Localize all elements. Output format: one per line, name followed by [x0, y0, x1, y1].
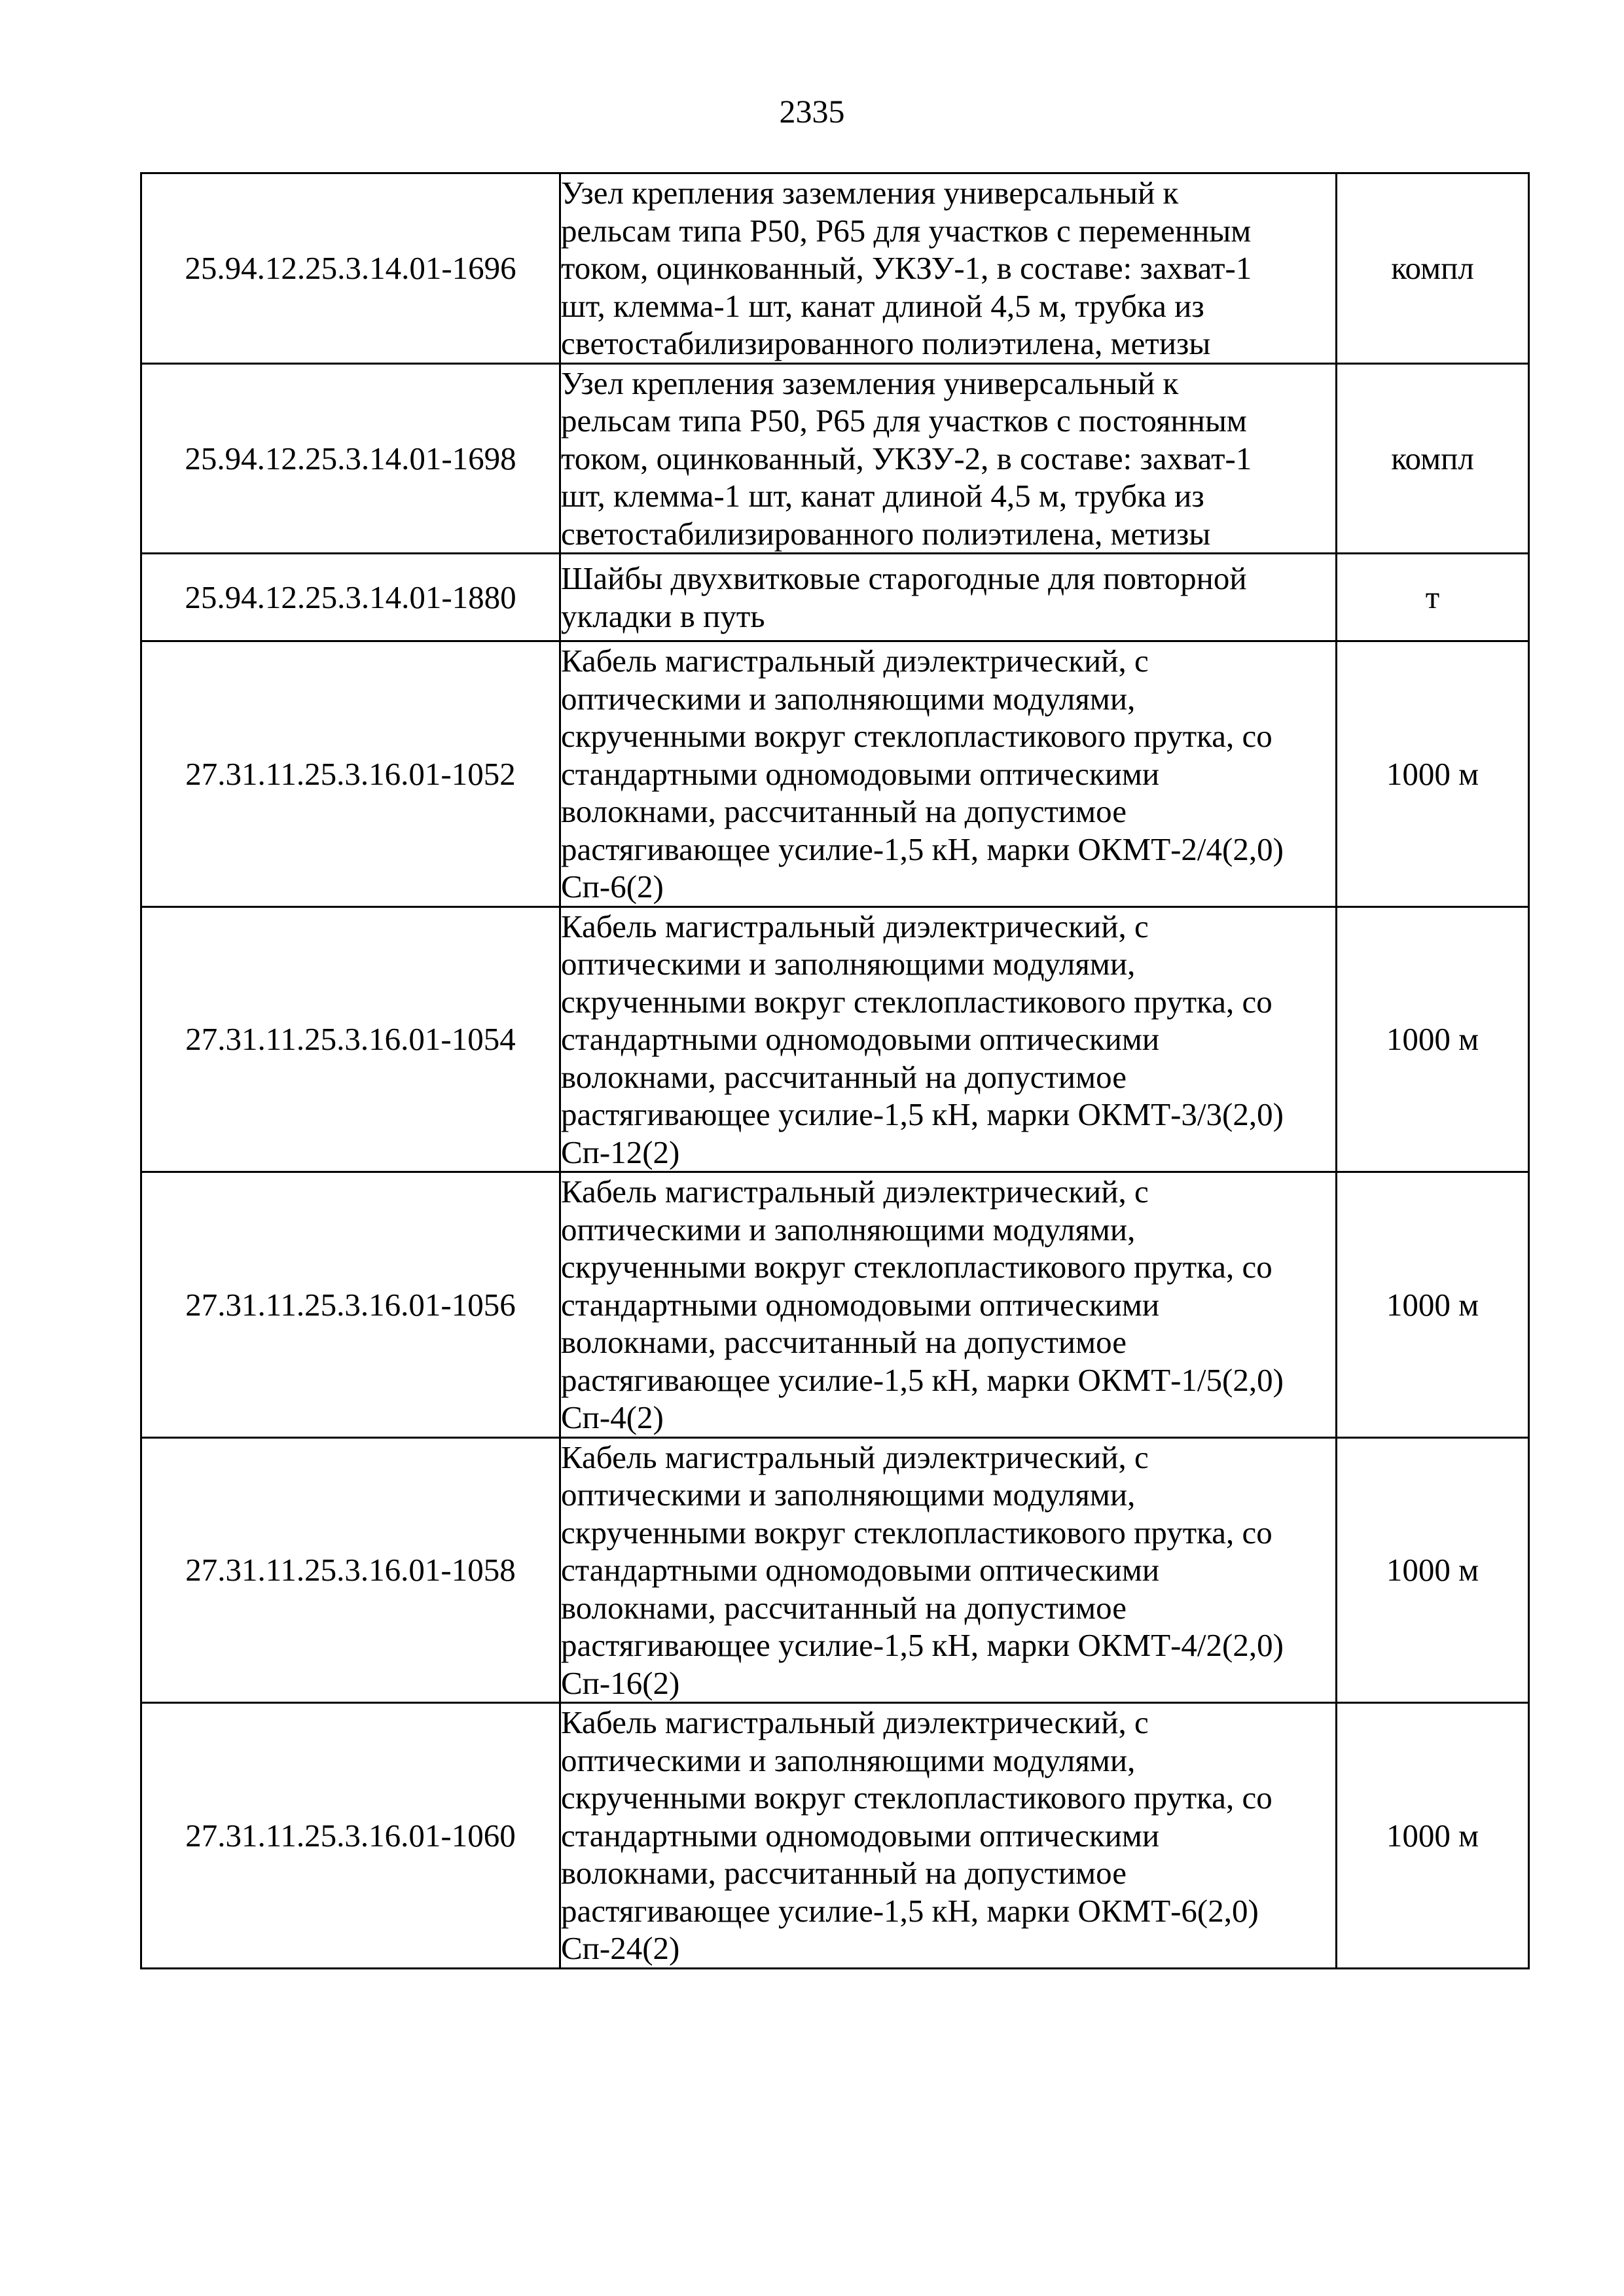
- resource-description: [560, 1703, 1337, 1969]
- description-line: Кабель магистральный диэлектрический, с: [561, 643, 1149, 679]
- page-number: 2335: [779, 93, 845, 130]
- description-line: шт, клемма-1 шт, канат длиной 4,5 м, трубка из: [561, 478, 1204, 514]
- description-line: волокнами, рассчитанный на допустимое: [561, 793, 1127, 829]
- description-line: рельсам типа Р50, Р65 для участков с переменным: [561, 212, 1252, 249]
- resource-description: [560, 363, 1337, 554]
- resource-description: [560, 1172, 1337, 1438]
- table-row: [141, 1437, 1529, 1703]
- description-line: светостабилизированного полиэтилена, метизы: [561, 325, 1211, 361]
- description-line: укладки в путь: [561, 598, 765, 634]
- description-line: Кабель магистральный диэлектрический, с: [561, 1174, 1149, 1210]
- resource-description: [560, 554, 1337, 641]
- resource-code: 27.31.11.25.3.16.01-1052: [141, 641, 560, 907]
- unit-of-measure: компл: [1337, 363, 1529, 554]
- unit-of-measure: 1000 м: [1337, 906, 1529, 1172]
- description-line: стандартными одномодовыми оптическими: [561, 1021, 1160, 1057]
- description-line: Шайбы двухвитковые старогодные для повторной: [561, 560, 1247, 596]
- description-line: оптическими и заполняющими модулями,: [561, 1477, 1136, 1513]
- unit-of-measure: т: [1337, 554, 1529, 641]
- description-line: Сп-24(2): [561, 1930, 680, 1966]
- description-line: волокнами, рассчитанный на допустимое: [561, 1589, 1127, 1626]
- description-line: растягивающее усилие-1,5 кН, марки ОКМТ-2/4(2,0): [561, 831, 1284, 867]
- resource-description: [560, 173, 1337, 364]
- unit-of-measure: 1000 м: [1337, 1172, 1529, 1438]
- table-row: [141, 641, 1529, 907]
- description-line: волокнами, рассчитанный на допустимое: [561, 1058, 1127, 1095]
- resource-code: 27.31.11.25.3.16.01-1058: [141, 1437, 560, 1703]
- description-line: Сп-16(2): [561, 1664, 680, 1701]
- description-line: волокнами, рассчитанный на допустимое: [561, 1855, 1127, 1891]
- description-line: скрученными вокруг стеклопластикового прутка, со: [561, 1249, 1272, 1285]
- description-line: током, оцинкованный, УКЗУ-2, в составе: захват-1: [561, 440, 1252, 476]
- unit-of-measure: 1000 м: [1337, 1437, 1529, 1703]
- resource-description: [560, 1437, 1337, 1703]
- description-line: рельсам типа Р50, Р65 для участков с постоянным: [561, 403, 1247, 439]
- resource-description: [560, 906, 1337, 1172]
- description-line: скрученными вокруг стеклопластикового прутка, со: [561, 983, 1272, 1020]
- description-line: скрученными вокруг стеклопластикового прутка, со: [561, 1514, 1272, 1551]
- description-line: Узел крепления заземления универсальный к: [561, 365, 1179, 401]
- description-line: стандартными одномодовыми оптическими: [561, 1817, 1160, 1854]
- description-line: скрученными вокруг стеклопластикового прутка, со: [561, 1780, 1272, 1816]
- description-line: стандартными одномодовыми оптическими: [561, 1286, 1160, 1323]
- description-line: Кабель магистральный диэлектрический, с: [561, 1439, 1149, 1475]
- description-line: Сп-12(2): [561, 1134, 680, 1170]
- description-line: стандартными одномодовыми оптическими: [561, 755, 1160, 792]
- description-line: скрученными вокруг стеклопластикового прутка, со: [561, 718, 1272, 754]
- resource-table: [140, 172, 1530, 1969]
- resource-code: 27.31.11.25.3.16.01-1056: [141, 1172, 560, 1438]
- description-line: светостабилизированного полиэтилена, метизы: [561, 515, 1211, 552]
- description-line: оптическими и заполняющими модулями,: [561, 1742, 1136, 1778]
- table-row: [141, 906, 1529, 1172]
- description-line: растягивающее усилие-1,5 кН, марки ОКМТ-6(2,0): [561, 1892, 1259, 1929]
- resource-code: 25.94.12.25.3.14.01-1696: [141, 173, 560, 364]
- resource-code: 27.31.11.25.3.16.01-1054: [141, 906, 560, 1172]
- unit-of-measure: 1000 м: [1337, 641, 1529, 907]
- description-line: Кабель магистральный диэлектрический, с: [561, 908, 1149, 944]
- unit-of-measure: 1000 м: [1337, 1703, 1529, 1969]
- table-row: [141, 554, 1529, 641]
- resource-code: 25.94.12.25.3.14.01-1698: [141, 363, 560, 554]
- table-row: [141, 1703, 1529, 1969]
- description-line: Узел крепления заземления универсальный к: [561, 175, 1179, 211]
- description-line: Сп-4(2): [561, 1399, 664, 1435]
- description-line: растягивающее усилие-1,5 кН, марки ОКМТ-4/2(2,0): [561, 1627, 1284, 1663]
- table-row: [141, 1172, 1529, 1438]
- unit-of-measure: компл: [1337, 173, 1529, 364]
- description-line: Сп-6(2): [561, 869, 664, 905]
- description-line: волокнами, рассчитанный на допустимое: [561, 1324, 1127, 1360]
- resource-code: 27.31.11.25.3.16.01-1060: [141, 1703, 560, 1969]
- table-row: [141, 363, 1529, 554]
- description-line: растягивающее усилие-1,5 кН, марки ОКМТ-3/3(2,0): [561, 1096, 1284, 1132]
- table-row: [141, 173, 1529, 364]
- description-line: шт, клемма-1 шт, канат длиной 4,5 м, трубка из: [561, 287, 1204, 324]
- description-line: оптическими и заполняющими модулями,: [561, 680, 1136, 717]
- description-line: стандартными одномодовыми оптическими: [561, 1552, 1160, 1588]
- description-line: оптическими и заполняющими модулями,: [561, 946, 1136, 982]
- description-line: оптическими и заполняющими модулями,: [561, 1211, 1136, 1247]
- description-line: растягивающее усилие-1,5 кН, марки ОКМТ-1/5(2,0): [561, 1361, 1284, 1398]
- description-line: Кабель магистральный диэлектрический, с: [561, 1704, 1149, 1740]
- resource-description: [560, 641, 1337, 907]
- description-line: током, оцинкованный, УКЗУ-1, в составе: захват-1: [561, 250, 1252, 286]
- resource-code: 25.94.12.25.3.14.01-1880: [141, 554, 560, 641]
